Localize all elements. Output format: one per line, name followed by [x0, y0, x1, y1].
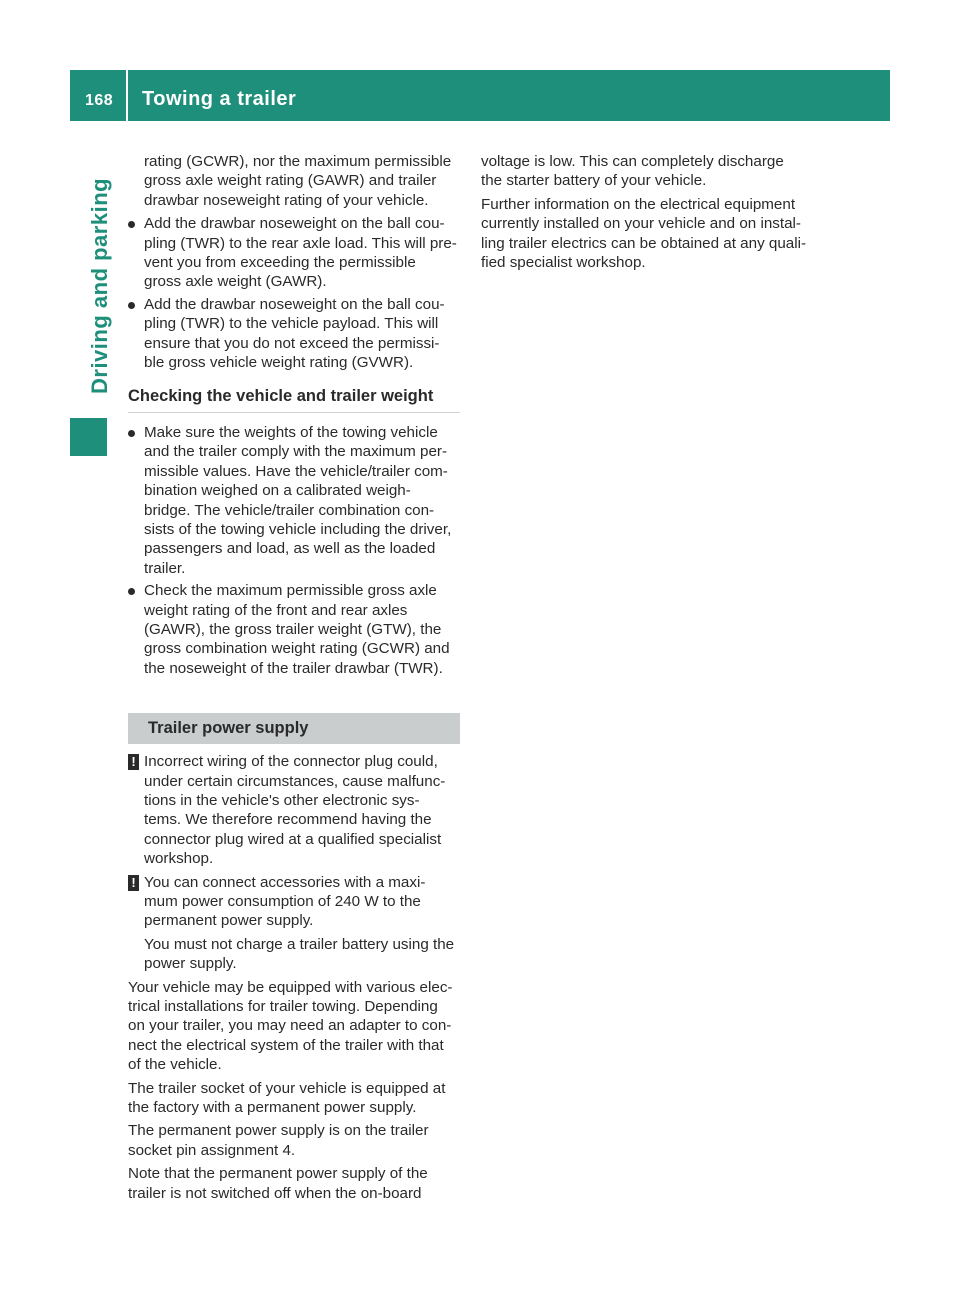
bullet-icon	[128, 430, 135, 437]
text-line: Check the maximum permissible gross axle	[144, 582, 437, 600]
text-line: permanent power supply.	[144, 912, 314, 930]
text-line: gross combination weight rating (GCWR) and	[144, 640, 450, 658]
text-line: ling trailer electrics can be obtained at any quali-	[481, 234, 807, 252]
paragraph	[128, 1164, 460, 1203]
text-line: bridge. The vehicle/trailer combination con-	[144, 501, 435, 519]
text-line: gross axle weight (GAWR).	[144, 273, 327, 291]
text-line: of the vehicle.	[128, 1056, 222, 1074]
text-line: currently installed on your vehicle and on instal-	[481, 215, 801, 233]
text-line: You must not charge a trailer battery using the	[144, 935, 455, 953]
text-line: bination weighed on a calibrated weigh-	[144, 482, 411, 500]
exclamation-warning-icon: !	[128, 875, 139, 891]
page-number: 168	[85, 92, 114, 109]
text-line: drawbar noseweight rating of your vehicle.	[144, 191, 429, 209]
text-line: mum power consumption of 240 W to the	[144, 893, 421, 910]
text-line: connector plug wired at a qualified specialist	[144, 830, 442, 848]
paragraph	[481, 152, 813, 191]
page-header	[70, 70, 890, 121]
text-line: tions in the vehicle's other electronic sys-	[144, 791, 420, 809]
text-line: The permanent power supply is on the trailer	[128, 1122, 429, 1140]
text-line: passengers and load, as well as the loaded	[144, 540, 436, 558]
text-line: the noseweight of the trailer drawbar (TWR).	[144, 659, 443, 677]
text-line: ble gross vehicle weight rating (GVWR).	[144, 354, 414, 372]
text-line: ensure that you do not exceed the permissi-	[144, 334, 440, 352]
text-line: pling (TWR) to the rear axle load. This will pre-	[144, 234, 457, 252]
text-line: Add the drawbar noseweight on the ball cou-	[144, 215, 445, 233]
bullet-icon	[128, 588, 135, 595]
text-line: missible values. Have the vehicle/trailer com-	[144, 462, 448, 480]
bullet-item	[128, 423, 460, 578]
warning-note-extra	[144, 935, 460, 974]
text-line: power supply.	[144, 955, 237, 973]
warning-note	[128, 873, 460, 974]
text-line: under certain circumstances, cause malfunc-	[144, 772, 446, 790]
text-line: nect the electrical system of the trailer with that	[128, 1036, 444, 1054]
header-divider	[126, 70, 128, 121]
text-line: weight rating of the front and rear axles	[144, 601, 408, 619]
text-line: fied specialist workshop.	[481, 254, 646, 272]
bullet-item	[128, 295, 460, 373]
text-line: workshop.	[144, 850, 214, 868]
bullet-icon	[128, 302, 135, 309]
text-line: on your trailer, you may need an adapter to con-	[128, 1017, 452, 1035]
text-line: Add the drawbar noseweight on the ball cou-	[144, 295, 445, 313]
text-line: the factory with a permanent power supply.	[128, 1099, 417, 1117]
text-line: (GAWR), the gross trailer weight (GTW), the	[144, 620, 442, 638]
side-tab-marker	[70, 418, 107, 456]
paragraph	[128, 1121, 460, 1160]
text-line: the starter battery of your vehicle.	[481, 172, 707, 190]
heading-trailer-power-supply: Trailer power supply	[128, 713, 460, 744]
text-line: trical installations for trailer towing. Depending	[128, 998, 438, 1016]
bullet-item	[128, 581, 460, 678]
paragraph	[481, 195, 813, 273]
text-line: and the trailer comply with the maximum per-	[144, 443, 448, 461]
warning-note	[128, 752, 460, 868]
text-line: Your vehicle may be equipped with various elec-	[128, 978, 453, 996]
text-line: socket pin assignment 4.	[128, 1141, 296, 1159]
text-line: gross axle weight rating (GAWR) and trailer	[144, 172, 437, 190]
text-line: pling (TWR) to the vehicle payload. This will	[144, 315, 439, 333]
text-line: Further information on the electrical equipment	[481, 195, 796, 213]
heading-checking-weight: Checking the vehicle and trailer weight	[128, 387, 460, 412]
paragraph	[128, 978, 460, 1075]
section-title: Towing a trailer	[142, 88, 297, 110]
text-line: You can connect accessories with a maxi-	[144, 873, 426, 891]
bullet-icon	[128, 221, 135, 228]
text-line: voltage is low. This can completely discharge	[481, 153, 784, 170]
text-line: trailer is not switched off when the on-board	[128, 1184, 422, 1202]
left-column	[128, 152, 460, 1207]
bullet-item	[128, 214, 460, 292]
text-line: Note that the permanent power supply of the	[128, 1165, 428, 1183]
text-line: The trailer socket of your vehicle is equipped at	[128, 1079, 446, 1097]
text-line: sists of the towing vehicle including the driver,	[144, 520, 452, 538]
text-line: Incorrect wiring of the connector plug could,	[144, 753, 438, 771]
exclamation-warning-icon: !	[128, 754, 139, 770]
text-line: trailer.	[144, 559, 186, 577]
text-line: tems. We therefore recommend having the	[144, 811, 432, 829]
right-column	[481, 152, 813, 276]
text-line: rating (GCWR), nor the maximum permissible	[144, 153, 452, 170]
text-line: Make sure the weights of the towing vehicle	[144, 423, 438, 441]
side-tab-label: Driving and parking	[87, 177, 112, 394]
intro-paragraph	[128, 152, 460, 210]
paragraph	[128, 1079, 460, 1118]
text-line: vent you from exceeding the permissible	[144, 254, 416, 272]
